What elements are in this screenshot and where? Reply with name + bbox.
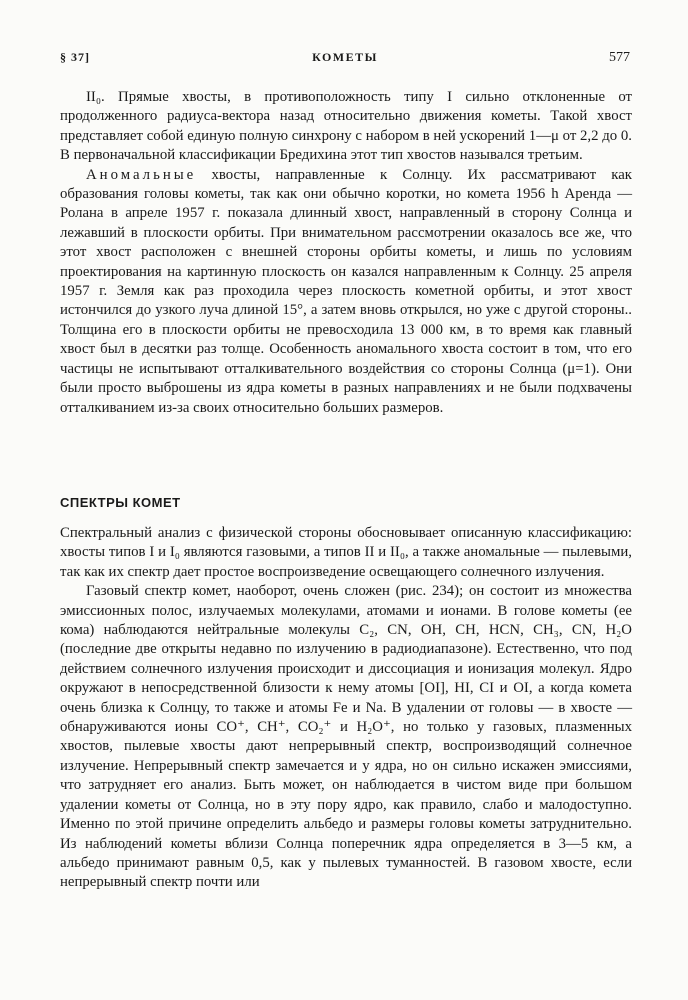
term-anomalous: Аномальные — [86, 166, 197, 183]
running-header — [60, 50, 630, 68]
paragraph-spectral-analysis: Спектральный анализ с физической стороны обосновывает описанную классификацию: хвосты типов I и I₀ являются газовыми, а типов II и II₀, а также аномальные — пылевыми, так как их спектр дает простое воспроизведение освещающего солнечного излучения. — [60, 525, 632, 580]
running-title: КОМЕТЫ — [312, 50, 378, 64]
text-block-tail-types — [60, 88, 632, 418]
section-heading: СПЕКТРЫ КОМЕТ — [60, 495, 181, 510]
paragraph-anomalous-tails — [60, 166, 632, 418]
paragraph-anomalous-text: хвосты, направленные к Солнцу. Их рассматривают как образования головы кометы, так как они обычно коротки, но комета 1956 h Аренда — Ролана в апреле 1957 г. показала длинный хвост, направленный в сторону Солнца и лежавший в плоскости орбиты. При внимательном рассмотрении оказалось все же, что этот хвост расположен с внешней стороны орбиты кометы, и лишь по условиям проектирования на картинную плоскость он казался направленным к Солнцу. 25 апреля 1957 г. Земля как раз проходила через плоскость кометной орбиты, и этот хвост истончился до узкого луча длиной 15°, а затем вновь открылся, но уже с другой стороны.. Толщина его в плоскости орбиты не превосходила 13 000 км, в то время как главный хвост был в десятки раз толще. Особенность аномального хвоста состоит в том, что его частицы не испытывают отталкивательного воздействия со стороны Солнца (μ=1). Они были просто выброшены из ядра кометы в разных направлениях и не были подхвачены отталкиванием из-за своих относительно больших размеров. — [60, 166, 632, 416]
paragraph-gas-spectrum: Газовый спектр комет, наоборот, очень сложен (рис. 234); он состоит из множества эмиссионных полос, излучаемых молекулами, атомами и ионами. В голове кометы (ее кома) наблюдаются нейтральные молекулы C₂, CN, OH, CH, HCN, CH₃, CN, H₂O (последние две открыты недавно по излучению в радиодиапазоне). Естественно, что под действием солнечного излучения происходит и диссоциация и ионизация молекул. Ядро окружают в непосредственной близости к нему атомы [OI], HI, CI и OI, а когда комета очень близка к Солнцу, то также и атомы Fe и Na. В удалении от головы — в хвосте — обнаруживаются ионы CO⁺, CH⁺, CO₂⁺ и H₂O⁺, но только у газовых, плазменных хвостов, пылевые хвосты дают непрерывный спектр, воспроизводящий солнечное излучение. Непрерывный спектр замечается и у ядра, но он сильно искажен эмиссиями, что затрудняет его анализ. Быть может, он наблюдается в чистом виде при большом удалении кометы от Солнца, но в эту пору ядро, как правило, слабо и малодоступно. Именно по этой причине определить альбедо и размеры головы кометы затруднительно. Из наблюдений кометы вблизи Солнца поперечник ядра определяется в 3—5 км, а альбедо принимают равным 0,5, как у пылевых туманностей. В газовом хвосте, если непрерывный спектр почти или — [60, 583, 632, 891]
section-marker: § 37] — [60, 50, 90, 64]
text-block-spectra — [60, 524, 632, 893]
page-number: 577 — [609, 50, 630, 65]
paragraph-type-ii0: II₀. Прямые хвосты, в противоположность типу I сильно отклоненные от продолженного радиуса-вектора назад относительно движения кометы. Такой хвост представляет собой единую полную синхрону с набором в ней ускорений 1—μ от 2,2 до 0. В первоначальной классификации Бредихина этот тип хвостов назывался третьим. — [60, 89, 632, 164]
